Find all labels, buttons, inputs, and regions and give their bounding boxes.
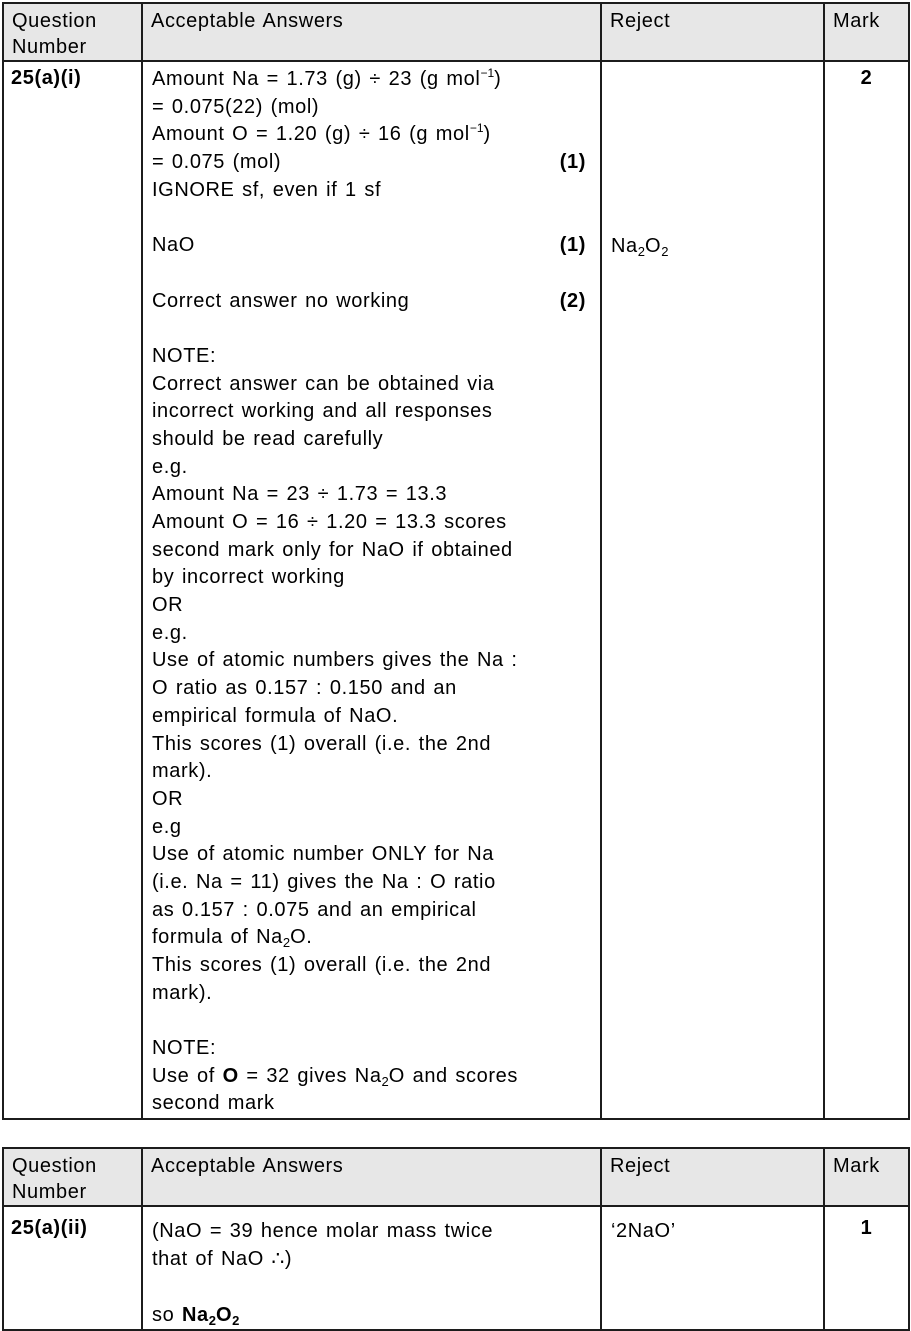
text-line: empirical formula of NaO.	[152, 704, 399, 727]
text-line: IGNORE sf, even if 1 sf	[152, 178, 382, 201]
text-line: second mark	[152, 1092, 275, 1115]
mark-point-indicator: (2)	[559, 289, 586, 312]
text-line	[152, 260, 586, 288]
text-line: should be read carefully	[152, 427, 384, 450]
header-mark: Mark	[824, 1148, 909, 1206]
text-line: Amount Na = 23 ÷ 1.73 = 13.3	[152, 483, 448, 506]
text-line: NOTE:	[152, 1037, 217, 1060]
acceptable-answers-cell	[142, 61, 601, 1119]
question-number: 25(a)(i)	[11, 67, 82, 89]
text-line: Amount O = 1.20 (g) ÷ 16 (g mol$^{-1}$)	[152, 121, 491, 146]
mark-point-indicator: (1)	[559, 151, 586, 174]
text-line: Amount O = 16 ÷ 1.20 = 13.3 scores	[152, 511, 507, 533]
header-mark: Mark	[824, 3, 909, 61]
text-line: $Na_2O_2$	[611, 235, 669, 259]
reject-text	[611, 1217, 817, 1245]
text-line: as 0.157 : 0.075 and an empirical	[152, 898, 477, 921]
text-line: by incorrect working	[152, 566, 345, 589]
header-row	[3, 1148, 909, 1206]
header-question-number: Question Number	[3, 3, 142, 61]
text-line: OR	[152, 787, 184, 810]
text-line: OR	[152, 594, 184, 617]
text-line: O ratio as 0.157 : 0.150 and an	[152, 677, 457, 700]
text-line: e.g	[152, 815, 182, 838]
text-line: (i.e. Na = 11) gives the Na : O ratio	[152, 870, 496, 893]
text-line	[152, 1007, 586, 1035]
header-question-number: Question Number	[3, 1148, 142, 1206]
mark-value: 1	[860, 1217, 873, 1240]
table-row	[3, 1206, 909, 1330]
header-acceptable-answers: Acceptable Answers	[142, 3, 601, 61]
text-line: mark).	[152, 981, 213, 1004]
text-line: = 0.075 (mol) (1)	[152, 149, 586, 177]
mark-cell	[824, 61, 909, 1119]
text-line: This scores (1) overall (i.e. the 2nd	[152, 954, 492, 976]
reject-cell	[601, 1206, 824, 1330]
header-acceptable-answers: Acceptable Answers	[142, 1148, 601, 1206]
text-line: Use of atomic numbers gives the Na :	[152, 649, 518, 672]
mark-cell	[824, 1206, 909, 1330]
reject-cell	[601, 61, 824, 1119]
reject-text	[611, 67, 817, 261]
text-line: Correct answer can be obtained via	[152, 372, 495, 395]
acceptable-answers-text	[152, 1217, 586, 1329]
text-line: Correct answer no working (2)	[152, 288, 586, 316]
text-line: This scores (1) overall (i.e. the 2nd	[152, 732, 492, 755]
text-line: second mark only for NaO if obtained	[152, 538, 513, 561]
acceptable-answers-cell	[142, 1206, 601, 1330]
text-line: so $Na_2O_2$	[152, 1304, 240, 1329]
text-line	[152, 1273, 586, 1301]
header-row	[3, 3, 909, 61]
question-number: 25(a)(ii)	[11, 1217, 88, 1240]
header-reject: Reject	[601, 1148, 824, 1206]
question-number-cell	[3, 1206, 142, 1330]
text-line: NOTE:	[152, 344, 217, 367]
question-number-cell	[3, 61, 142, 1119]
text-line: ‘2NaO’	[611, 1220, 676, 1243]
table-row	[3, 61, 909, 1119]
text-line: (NaO = 39 hence molar mass twice	[152, 1220, 494, 1243]
acceptable-answers-text	[152, 66, 586, 1118]
mark-point-indicator: (1)	[559, 234, 586, 257]
text-line	[152, 315, 586, 343]
text-line: mark).	[152, 760, 213, 783]
text-line: Use of atomic number ONLY for Na	[152, 843, 495, 866]
text-line: e.g.	[152, 455, 188, 478]
mark-scheme-table-25ai	[2, 2, 910, 1120]
text-line: = 0.075(22) (mol)	[152, 95, 320, 118]
text-line: e.g.	[152, 621, 188, 644]
header-reject: Reject	[601, 3, 824, 61]
mark-value: 2	[860, 67, 873, 89]
text-line: that of NaO ∴)	[152, 1248, 293, 1271]
text-line: Use of O = 32 gives $Na_2O$ and scores	[152, 1064, 518, 1089]
text-line: formula of $Na_2O$.	[152, 926, 313, 951]
text-line	[152, 204, 586, 232]
text-line: NaO (1)	[152, 232, 586, 260]
text-line: incorrect working and all responses	[152, 400, 493, 423]
text-line: Amount Na = 1.73 (g) ÷ 23 (g mol$^{-1}$)	[152, 66, 502, 90]
mark-scheme-table-25aii	[2, 1147, 910, 1331]
